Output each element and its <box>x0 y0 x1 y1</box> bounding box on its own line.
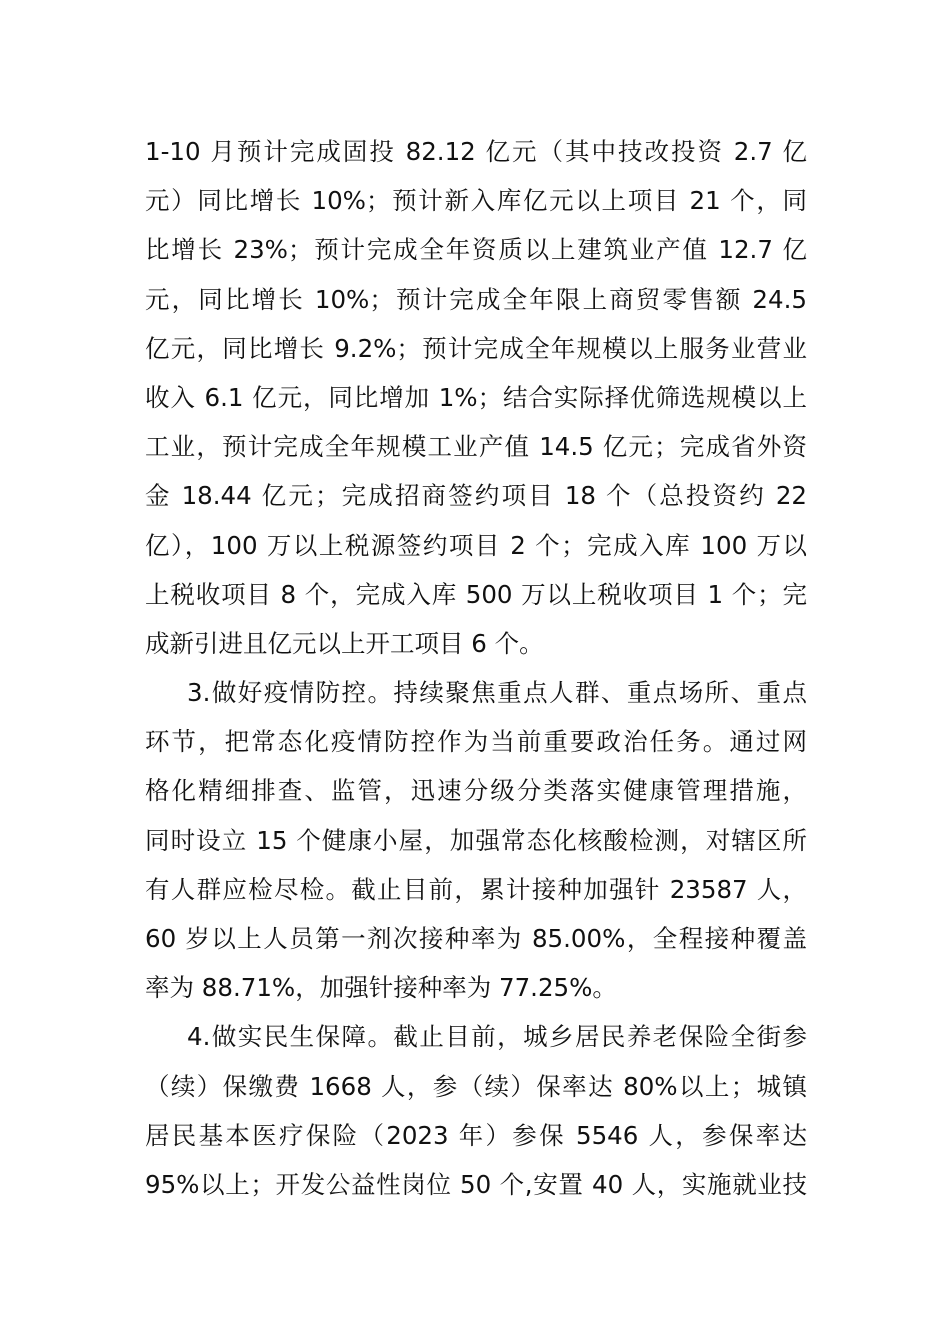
text-line: （续）保缴费 1668 人，参（续）保率达 80%以上；城镇 <box>145 1071 807 1101</box>
text-line: 成新引进且亿元以上开工项目 6 个。 <box>145 628 544 658</box>
text-line: 收入 6.1 亿元，同比增加 1%；结合实际择优筛选规模以上 <box>145 382 807 412</box>
paragraph-investment-stats <box>145 127 807 668</box>
text-line: 上税收项目 8 个，完成入库 500 万以上税收项目 1 个；完 <box>145 579 807 609</box>
text-line: 元，同比增长 10%；预计完成全年限上商贸零售额 24.5 <box>145 284 807 314</box>
text-line: 率为 88.71%，加强针接种率为 77.25%。 <box>145 973 617 1003</box>
text-line: 比增长 23%；预计完成全年资质以上建筑业产值 12.7 亿 <box>145 235 807 265</box>
paragraph-epidemic-prevention <box>145 668 807 1012</box>
text-line: 95%以上；开发公益性岗位 50 个,安置 40 人，实施就业技 <box>145 1169 807 1199</box>
text-line: 工业，预计完成全年规模工业产值 14.5 亿元；完成省外资 <box>145 432 807 462</box>
text-line: 亿），100 万以上税源签约项目 2 个；完成入库 100 万以 <box>145 530 807 560</box>
text-line: 格化精细排查、监管，迅速分级分类落实健康管理措施， <box>145 776 807 806</box>
text-line: 金 18.44 亿元；完成招商签约项目 18 个（总投资约 22 <box>145 481 807 511</box>
text-line: 1-10 月预计完成固投 82.12 亿元（其中技改投资 2.7 亿 <box>145 137 807 166</box>
text-line: 3.做好疫情防控。持续聚焦重点人群、重点场所、重点 <box>187 678 807 708</box>
text-line: 元）同比增长 10%；预计新入库亿元以上项目 21 个，同 <box>145 186 807 216</box>
document-body <box>145 127 807 1209</box>
paragraph-livelihood-security <box>145 1012 807 1209</box>
text-line: 环节，把常态化疫情防控作为当前重要政治任务。通过网 <box>145 727 807 757</box>
text-line: 4.做实民生保障。截止目前，城乡居民养老保险全街参 <box>187 1022 807 1052</box>
text-line: 同时设立 15 个健康小屋，加强常态化核酸检测，对辖区所 <box>145 825 807 855</box>
text-line: 居民基本医疗保险（2023 年）参保 5546 人，参保率达 <box>145 1120 807 1150</box>
text-line: 60 岁以上人员第一剂次接种率为 85.00%，全程接种覆盖 <box>145 924 807 953</box>
text-line: 有人群应检尽检。截止目前，累计接种加强针 23587 人， <box>145 874 807 904</box>
text-line: 亿元，同比增长 9.2%；预计完成全年规模以上服务业营业 <box>145 333 807 363</box>
